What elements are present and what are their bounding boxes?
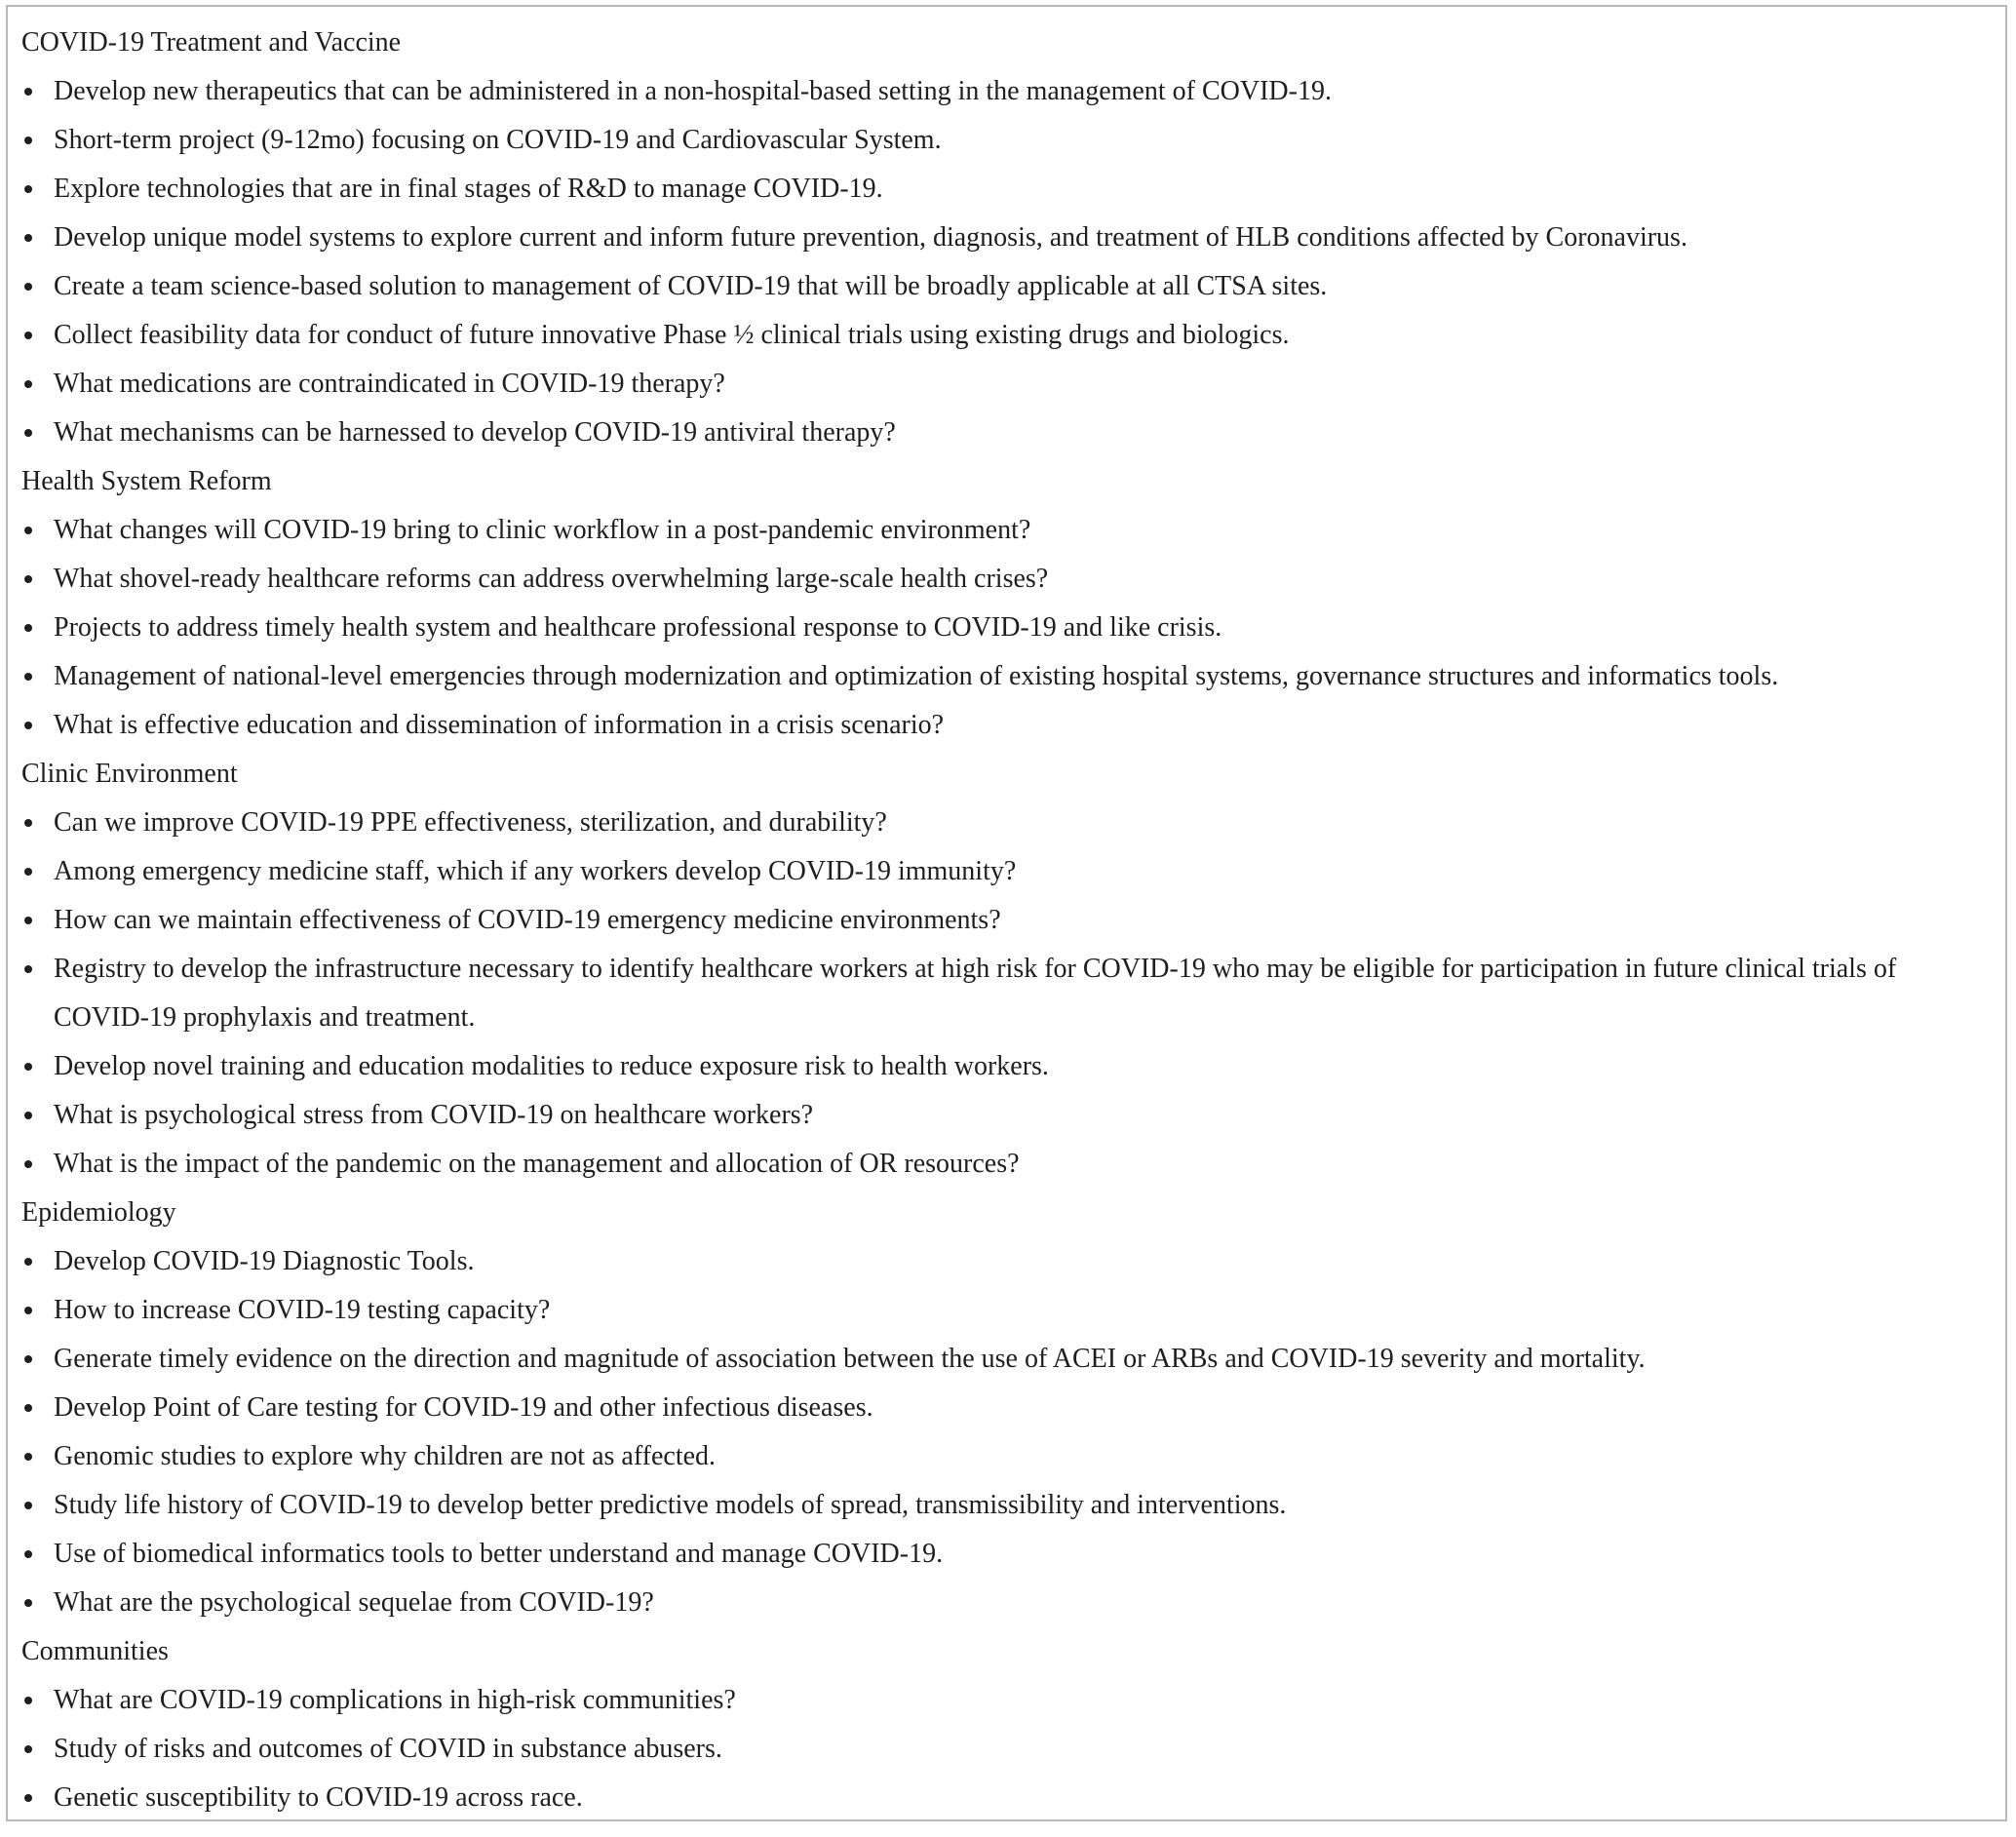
list-item [8, 555, 2005, 604]
bullet-list [8, 67, 2005, 457]
bullet-icon [24, 1307, 32, 1314]
bullet-icon [24, 380, 32, 388]
section-clinic-environment [8, 750, 2005, 1189]
list-item-text: Develop Point of Care testing for COVID-19 and other infectious diseases. [54, 1392, 873, 1423]
list-item [8, 165, 2005, 214]
bullet-list [8, 1676, 2005, 1822]
list-item [8, 360, 2005, 409]
list-item-text: Genetic susceptibility to COVID-19 across race. [54, 1782, 583, 1813]
list-item [8, 1579, 2005, 1627]
list-item [8, 1481, 2005, 1530]
section-health-system-reform [8, 457, 2005, 750]
bullet-icon [24, 332, 32, 339]
list-item-text: What is psychological stress from COVID-19 on healthcare workers? [54, 1100, 814, 1130]
bullet-icon [24, 1063, 32, 1071]
list-item [8, 1676, 2005, 1725]
bullet-icon [24, 283, 32, 291]
list-item [8, 1530, 2005, 1579]
list-item [8, 1140, 2005, 1189]
bullet-icon [24, 1502, 32, 1509]
list-item-text: Develop unique model systems to explore current and inform future prevention, diagnosis, and treatment of HLB conditions affected by Coronavirus. [54, 222, 1687, 253]
section-epidemiology [8, 1189, 2005, 1627]
list-item [8, 506, 2005, 555]
list-item-text: Use of biomedical informatics tools to better understand and manage COVID-19. [54, 1539, 944, 1569]
bullet-icon [24, 1550, 32, 1558]
bullet-list [8, 799, 2005, 1189]
list-item-text: Genomic studies to explore why children are not as affected. [54, 1441, 717, 1471]
bullet-icon [24, 1745, 32, 1753]
list-item [8, 799, 2005, 847]
bullet-icon [24, 1404, 32, 1412]
list-item [8, 262, 2005, 311]
list-item-text: What changes will COVID-19 bring to clinic workflow in a post-pandemic environment? [54, 515, 1031, 545]
bullet-icon [24, 1697, 32, 1704]
list-item [8, 652, 2005, 701]
list-item-text: Short-term project (9-12mo) focusing on COVID-19 and Cardiovascular System. [54, 125, 942, 155]
section-heading: Epidemiology [21, 1197, 176, 1228]
bullet-icon [24, 917, 32, 924]
list-item-text: How can we maintain effectiveness of COVID-19 emergency medicine environments? [54, 905, 1001, 935]
list-item [8, 1091, 2005, 1140]
list-item-text: What mechanisms can be harnessed to develop COVID-19 antiviral therapy? [54, 417, 896, 448]
list-item [8, 1237, 2005, 1286]
list-item [8, 847, 2005, 896]
bullet-icon [24, 527, 32, 534]
section-heading: COVID-19 Treatment and Vaccine [21, 27, 402, 58]
bullet-icon [24, 1258, 32, 1266]
bullet-icon [24, 673, 32, 681]
bullet-icon [24, 1355, 32, 1363]
bullet-icon [24, 868, 32, 876]
list-item-text: Can we improve COVID-19 PPE effectiveness, sterilization, and durability? [54, 807, 887, 838]
list-item [8, 1384, 2005, 1432]
list-item-text: Develop COVID-19 Diagnostic Tools. [54, 1246, 475, 1276]
list-item-text: Generate timely evidence on the direction and magnitude of association between the use of ACEI or ARBs and COVID-19 severity and mortality. [54, 1344, 1646, 1374]
bullet-icon [24, 575, 32, 583]
list-item [8, 1335, 2005, 1384]
bullet-icon [24, 1160, 32, 1168]
list-item [8, 1286, 2005, 1335]
list-item-text: Explore technologies that are in final stages of R&D to manage COVID-19. [54, 174, 883, 204]
list-item-text: Among emergency medicine staff, which if any workers develop COVID-19 immunity? [54, 856, 1017, 886]
list-item-text: Projects to address timely health system and healthcare professional response to COVID-19 and like crisis. [54, 612, 1222, 643]
bullet-icon [24, 88, 32, 96]
bullet-icon [24, 185, 32, 193]
list-item [8, 945, 2005, 1042]
list-item-text: What medications are contraindicated in COVID-19 therapy? [54, 369, 725, 399]
bullet-icon [24, 1794, 32, 1802]
bullet-list [8, 506, 2005, 750]
list-item [8, 214, 2005, 262]
list-item [8, 1042, 2005, 1091]
list-item [8, 1725, 2005, 1774]
section-heading: Communities [21, 1636, 169, 1666]
research-topics-table [6, 5, 2007, 1821]
list-item-text: Develop new therapeutics that can be administered in a non-hospital-based setting in the management of COVID-19. [54, 76, 1332, 106]
list-item-text: Management of national-level emergencies through modernization and optimization of existing hospital systems, governance structures and informatics tools. [54, 661, 1779, 691]
bullet-icon [24, 1112, 32, 1119]
bullet-icon [24, 819, 32, 827]
list-item [8, 67, 2005, 116]
list-item [8, 1432, 2005, 1481]
section-heading: Health System Reform [21, 466, 272, 496]
bullet-icon [24, 1453, 32, 1461]
section-heading: Clinic Environment [21, 759, 238, 789]
bullet-icon [24, 234, 32, 242]
list-item-text: Study of risks and outcomes of COVID in substance abusers. [54, 1734, 722, 1764]
bullet-icon [24, 965, 32, 973]
bullet-icon [24, 429, 32, 437]
list-item [8, 701, 2005, 750]
bullet-icon [24, 624, 32, 632]
bullet-icon [24, 137, 32, 144]
list-item-text: What are COVID-19 complications in high-risk communities? [54, 1685, 736, 1715]
list-item-text: How to increase COVID-19 testing capacity? [54, 1295, 551, 1325]
bullet-icon [24, 1599, 32, 1607]
list-item [8, 604, 2005, 652]
list-item [8, 896, 2005, 945]
section-communities [8, 1627, 2005, 1822]
list-item-text: What shovel-ready healthcare reforms can address overwhelming large-scale health crises? [54, 564, 1049, 594]
list-item [8, 409, 2005, 457]
list-item-text: Create a team science-based solution to management of COVID-19 that will be broadly applicable at all CTSA sites. [54, 271, 1328, 301]
list-item-text: What are the psychological sequelae from COVID-19? [54, 1587, 654, 1618]
list-item-text: Develop novel training and education modalities to reduce exposure risk to health workers. [54, 1051, 1049, 1081]
list-item-text: Registry to develop the infrastructure necessary to identify healthcare workers at high risk for COVID-19 who may be eligible for participation in future clinical trials of COVID-19 prophylaxis and treatment. [54, 954, 1897, 1033]
list-item [8, 1774, 2005, 1822]
bullet-list [8, 1237, 2005, 1627]
list-item-text: Study life history of COVID-19 to develop better predictive models of spread, transmissibility and interventions. [54, 1490, 1287, 1520]
list-item-text: What is the impact of the pandemic on the management and allocation of OR resources? [54, 1149, 1020, 1179]
bullet-icon [24, 722, 32, 729]
list-item [8, 116, 2005, 165]
section-covid-treatment-vaccine [8, 19, 2005, 457]
list-item [8, 311, 2005, 360]
list-item-text: Collect feasibility data for conduct of future innovative Phase ½ clinical trials using existing drugs and biologics. [54, 320, 1290, 350]
list-item-text: What is effective education and dissemination of information in a crisis scenario? [54, 710, 945, 740]
